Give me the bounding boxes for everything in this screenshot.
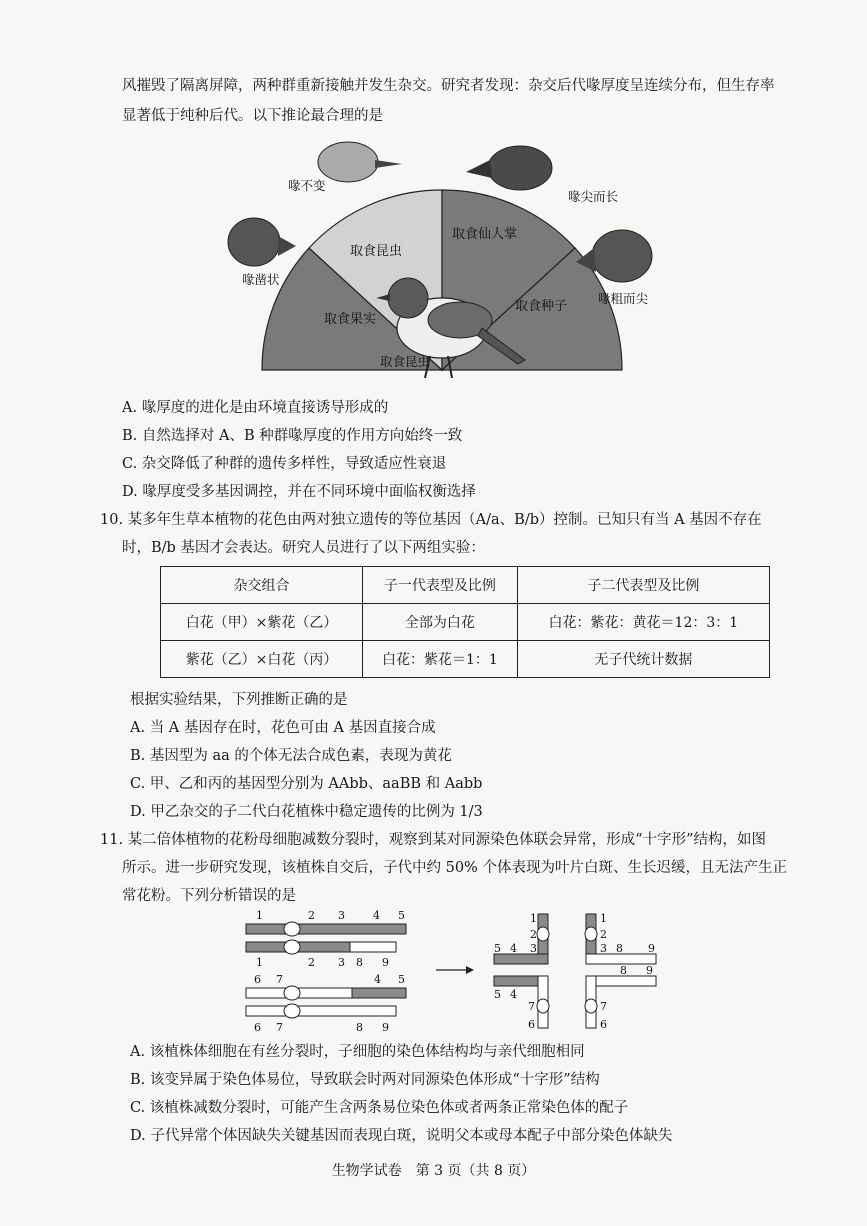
svg-text:7: 7: [528, 1000, 535, 1013]
svg-text:8: 8: [356, 956, 363, 969]
q11-option-a: A. 该植株体细胞在有丝分裂时，子细胞的染色体结构均与亲代细胞相同: [130, 1044, 585, 1060]
q10-prompt: 根据实验结果，下列推断正确的是: [130, 692, 348, 708]
q10-stem-line-1: 10. 某多年生草本植物的花色由两对独立遗传的等位基因（A/a、B/b）控制。已知只有当 A 基因不存在: [100, 512, 762, 528]
svg-text:6: 6: [254, 1021, 261, 1034]
sector-fruit-label: 取食果实: [324, 312, 377, 327]
sector-cactus-label: 取食仙人掌: [452, 227, 518, 242]
svg-text:1: 1: [600, 912, 607, 925]
beak-label-chisel: 喙凿状: [242, 272, 280, 287]
svg-text:6: 6: [528, 1018, 535, 1031]
table-header-cell: 子一代表型及比例: [363, 567, 518, 604]
beak-label-unchanged: 喙不变: [288, 178, 326, 193]
q9-option-d: D. 喙厚度受多基因调控，并在不同环境中面临权衡选择: [122, 484, 476, 500]
q10-option-b: B. 基因型为 aa 的个体无法合成色素，表现为黄花: [130, 748, 452, 764]
sector-seed-label: 取食种子: [515, 299, 568, 314]
svg-text:5: 5: [494, 942, 501, 955]
svg-text:2: 2: [308, 909, 315, 922]
finch-head-chisel-icon: [228, 218, 296, 266]
q11-stem-line-1: 11. 某二倍体植物的花粉母细胞减数分裂时，观察到某对同源染色体联会异常，形成“十字形”结构，如图: [100, 832, 766, 848]
beak-adaptation-figure: [220, 138, 660, 388]
svg-text:4: 4: [373, 909, 380, 922]
table-header-cell: 子二代表型及比例: [517, 567, 769, 604]
table-cell: 全部为白花: [363, 604, 518, 641]
table-cell: 紫花（乙）×白花（丙）: [161, 641, 363, 678]
svg-text:4: 4: [374, 973, 381, 986]
table-header-row: [161, 567, 770, 604]
svg-text:2: 2: [600, 928, 607, 941]
svg-text:4: 4: [510, 942, 517, 955]
table-header-cell: 杂交组合: [161, 567, 363, 604]
q10-table: [160, 566, 770, 678]
svg-text:2: 2: [308, 956, 315, 969]
svg-text:7: 7: [600, 1000, 607, 1013]
q11-option-b: B. 该变异属于染色体易位，导致联会时两对同源染色体形成“十字形”结构: [130, 1072, 600, 1088]
table-cell: 白花：紫花：黄花＝12：3：1: [517, 604, 769, 641]
q11-stem-line-3: 常花粉。下列分析错误的是: [122, 888, 296, 904]
sector-insect-label: 取食昆虫: [350, 244, 403, 259]
finch-head-unchanged-icon: [318, 142, 402, 182]
table-cell: 白花：紫花＝1：1: [363, 641, 518, 678]
svg-text:7: 7: [276, 1021, 283, 1034]
svg-text:9: 9: [646, 964, 653, 977]
q9-option-a: A. 喙厚度的进化是由环境直接诱导形成的: [122, 400, 389, 416]
table-row: [161, 604, 770, 641]
q11-option-c: C. 该植株减数分裂时，可能产生含两条易位染色体或者两条正常染色体的配子: [130, 1100, 629, 1116]
svg-text:1: 1: [256, 909, 263, 922]
finch-head-pointed-long-icon: [466, 146, 552, 190]
svg-text:6: 6: [254, 973, 261, 986]
page-footer: 生物学试卷 第 3 页（共 8 页）: [331, 1163, 536, 1179]
q9-option-b: B. 自然选择对 A、B 种群喙厚度的作用方向始终一致: [122, 428, 463, 444]
q10-stem-line-2: 时，B/b 基因才会表达。研究人员进行了以下两组实验：: [122, 540, 485, 556]
svg-text:8: 8: [620, 964, 627, 977]
svg-text:3: 3: [338, 956, 345, 969]
q10-option-c: C. 甲、乙和丙的基因型分别为 AAbb、aaBB 和 Aabb: [130, 776, 483, 792]
svg-text:9: 9: [648, 942, 655, 955]
svg-text:4: 4: [510, 988, 517, 1001]
intro-line-1: 风摧毁了隔离屏障，两种群重新接触并发生杂交。研究者发现：杂交后代喙厚度呈连续分布，但生存率: [122, 78, 775, 94]
svg-text:9: 9: [382, 1021, 389, 1034]
q10-option-d: D. 甲乙杂交的子二代白花植株中稳定遗传的比例为 1/3: [130, 804, 483, 820]
svg-text:5: 5: [398, 909, 405, 922]
arrow-icon: [436, 966, 474, 974]
svg-text:8: 8: [616, 942, 623, 955]
svg-text:5: 5: [398, 973, 405, 986]
cross-structure: [494, 912, 656, 1031]
svg-text:3: 3: [600, 942, 607, 955]
q11-option-d: D. 子代异常个体因缺失关键基因而表现白斑，说明父本或母本配子中部分染色体缺失: [130, 1128, 673, 1144]
svg-text:5: 5: [494, 988, 501, 1001]
svg-text:3: 3: [530, 942, 537, 955]
beak-label-insect-bottom: 取食昆虫: [380, 354, 431, 369]
chromosome-translocation-figure: [240, 908, 670, 1036]
svg-text:6: 6: [600, 1018, 607, 1031]
beak-label-thick-pointed: 喙粗而尖: [598, 291, 649, 306]
q9-option-c: C. 杂交降低了种群的遗传多样性，导致适应性衰退: [122, 456, 447, 472]
svg-text:8: 8: [356, 1021, 363, 1034]
beak-label-pointed-long: 喙尖而长: [568, 189, 619, 204]
svg-text:2: 2: [530, 928, 537, 941]
svg-text:7: 7: [276, 973, 283, 986]
intro-line-2: 显著低于纯种后代。以下推论最合理的是: [122, 108, 383, 124]
table-cell: 白花（甲）×紫花（乙）: [161, 604, 363, 641]
chromosome-2: [246, 940, 396, 969]
q10-option-a: A. 当 A 基因存在时，花色可由 A 基因直接合成: [130, 720, 436, 736]
table-row: [161, 641, 770, 678]
svg-text:1: 1: [256, 956, 263, 969]
svg-text:3: 3: [338, 909, 345, 922]
chromosome-4: [246, 1004, 396, 1034]
svg-text:9: 9: [382, 956, 389, 969]
q11-stem-line-2: 所示。进一步研究发现，该植株自交后，子代中约 50% 个体表现为叶片白斑、生长迟缓，且无法产生正: [122, 860, 787, 876]
table-cell: 无子代统计数据: [517, 641, 769, 678]
chromosome-3: [246, 973, 406, 1000]
chromosome-1: [246, 909, 406, 936]
svg-text:1: 1: [530, 912, 537, 925]
